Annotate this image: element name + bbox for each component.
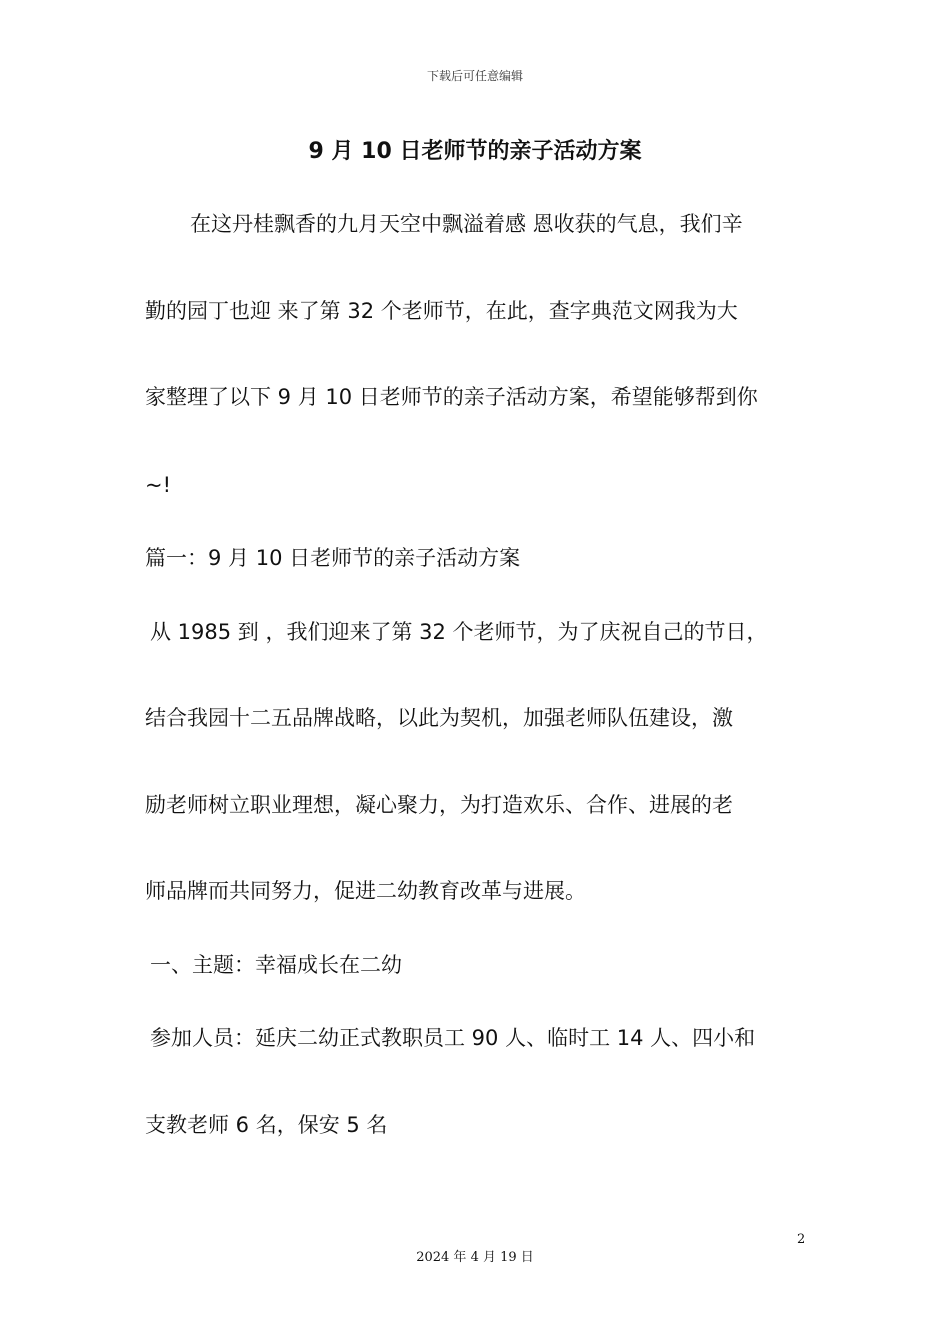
document-title: 9 月 10 日老师节的亲子活动方案	[308, 139, 642, 164]
header-note: 下载后可任意编辑	[426, 69, 523, 83]
paragraph-line-2: 勤的园丁也迎 来了第 32 个老师节，在此，查字典范文网我为大	[145, 299, 738, 323]
theme-line: 一、主题：幸福成长在二幼	[150, 953, 402, 977]
paragraph-line-3: 家整理了以下 9 月 10 日老师节的亲子活动方案，希望能够帮到你	[145, 385, 758, 409]
paragraph-line-4: ~!	[145, 473, 172, 497]
paragraph-line-8: 师品牌而共同努力，促进二幼教育改革与进展。	[145, 879, 586, 903]
participants-line-2: 支教老师 6 名，保安 5 名	[145, 1113, 388, 1137]
paragraph-line-6: 结合我园十二五品牌战略，以此为契机，加强老师队伍建设，激	[145, 706, 733, 730]
footer-date: 2024 年 4 月 19 日	[416, 1250, 534, 1265]
paragraph-line-7: 励老师树立职业理想，凝心聚力，为打造欢乐、合作、进展的老	[145, 793, 733, 817]
page-number: 2	[797, 1232, 806, 1247]
paragraph-line-1: 在这丹桂飘香的九月天空中飘溢着感 恩收获的气息，我们辛	[190, 212, 743, 236]
paragraph-line-5: 从 1985 到 ，我们迎来了第 32 个老师节，为了庆祝自己的节日，	[150, 620, 768, 644]
section-heading: 篇一：9 月 10 日老师节的亲子活动方案	[145, 546, 521, 570]
participants-line-1: 参加人员：延庆二幼正式教职员工 90 人、临时工 14 人、四小和	[150, 1026, 756, 1050]
